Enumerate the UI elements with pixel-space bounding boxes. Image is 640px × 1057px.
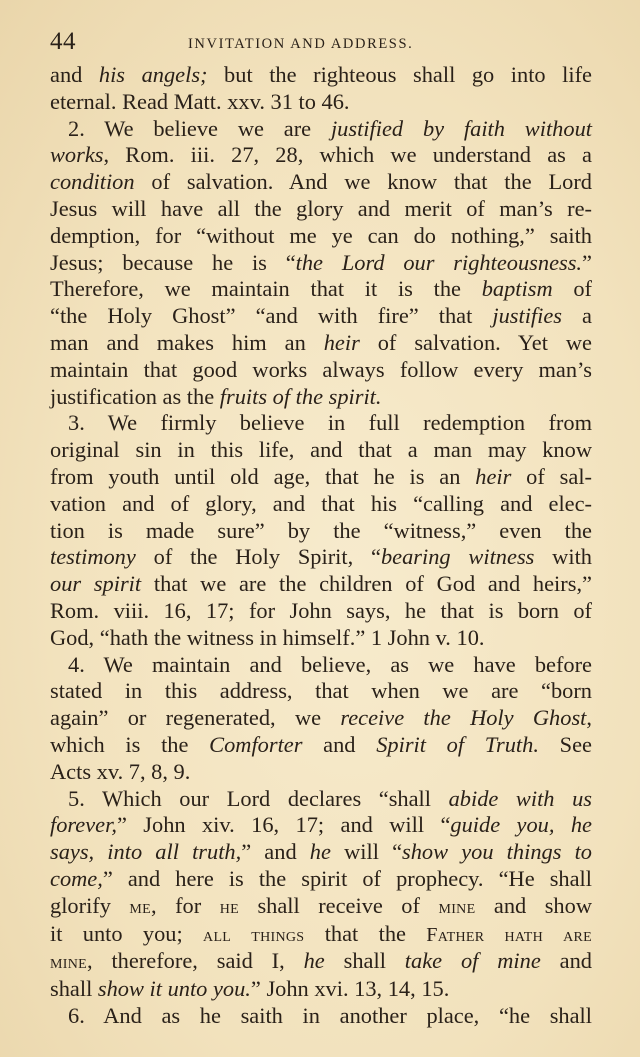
text-segment: Jesus will have all the glory and merit of man’s re- <box>50 195 592 221</box>
text-line <box>50 142 592 169</box>
page-header <box>50 22 592 62</box>
italic-text: our spirit <box>50 571 142 597</box>
italic-text: come, <box>50 865 103 891</box>
text-line <box>50 976 592 1003</box>
italic-text: works <box>50 142 104 168</box>
italic-text: justifies <box>492 303 563 329</box>
text-segment: , therefore, said I, <box>86 948 304 974</box>
small-caps-text: mine <box>438 895 476 918</box>
text-segment: which is the <box>50 731 210 757</box>
text-line <box>50 330 592 357</box>
text-segment: man and makes him an <box>50 329 324 355</box>
text-line <box>50 464 592 491</box>
italic-text: heir <box>475 463 512 489</box>
text-segment: of salvation. And we know that the Lord <box>134 169 592 195</box>
text-line <box>50 652 592 679</box>
text-segment: of the Holy Spirit, “ <box>135 544 381 570</box>
text-line <box>50 384 592 411</box>
text-segment: will “ <box>330 839 403 865</box>
text-segment: that we are the children of God and heirs,” <box>141 571 592 597</box>
text-line <box>50 786 592 813</box>
italic-text: forever, <box>50 812 117 838</box>
text-segment: of <box>552 276 593 302</box>
text-line <box>50 116 592 143</box>
text-segment: 4. We maintain and believe, as we have before <box>68 651 592 677</box>
text-segment: eternal. Read Matt. xxv. 31 to 46. <box>50 88 350 114</box>
text-line <box>50 948 592 976</box>
text-line <box>50 276 592 303</box>
text-segment: glorify <box>50 892 130 918</box>
text-segment: and <box>50 62 99 87</box>
text-line <box>50 866 592 893</box>
body-text <box>50 62 592 1030</box>
text-line <box>50 303 592 330</box>
text-segment: a <box>562 303 592 329</box>
text-segment: shall <box>50 976 98 1002</box>
text-line <box>50 357 592 384</box>
text-segment: vation and of glory, and that his “calling and elec- <box>50 490 592 516</box>
italic-text: baptism <box>481 276 553 302</box>
text-line <box>50 678 592 705</box>
italic-text: receive the Holy Ghost <box>340 705 587 731</box>
text-segment: shall <box>324 948 405 974</box>
text-line <box>50 625 592 652</box>
text-line <box>50 812 592 839</box>
italic-text: says, into all truth, <box>50 839 242 865</box>
text-line <box>50 196 592 223</box>
small-caps-text: me <box>129 895 152 918</box>
text-segment: from youth until old age, that he is an <box>50 463 476 489</box>
small-caps-text: he <box>219 895 239 918</box>
text-line <box>50 491 592 518</box>
text-segment: , <box>586 705 592 731</box>
text-segment: original sin in this life, and that a man may know <box>50 437 592 463</box>
text-segment: and <box>540 948 592 974</box>
text-segment: See <box>538 731 592 757</box>
italic-text: Comforter <box>209 731 303 757</box>
text-segment: ” John xiv. 16, 17; and will “ <box>116 812 451 838</box>
text-segment: , for <box>151 892 220 918</box>
italic-text: he <box>303 948 325 974</box>
italic-text: abide with us <box>448 785 593 811</box>
text-line <box>50 518 592 545</box>
text-segment: justification as the <box>50 383 220 409</box>
text-segment: Therefore, we maintain that it is the <box>50 276 482 302</box>
text-line <box>50 169 592 196</box>
text-segment: with <box>534 544 592 570</box>
text-segment: 3. We firmly believe in full redemption from <box>68 410 592 436</box>
italic-text: testimony <box>50 544 136 570</box>
text-line <box>50 705 592 732</box>
text-segment: ” John xvi. 13, 14, 15. <box>250 976 450 1002</box>
text-segment: Jesus; because he is “ <box>50 249 296 275</box>
text-line <box>50 437 592 464</box>
text-line <box>50 598 592 625</box>
text-segment: of salvation. Yet we <box>359 329 592 355</box>
text-line <box>50 223 592 250</box>
small-caps-text: all things <box>203 923 305 946</box>
italic-text: his angels; <box>98 62 208 87</box>
text-segment: Rom. viii. 16, 17; for John says, he that is born of <box>50 597 592 623</box>
text-line <box>50 250 592 277</box>
small-caps-text: Father hath are <box>426 923 592 946</box>
text-segment: ” and here is the spirit of prophecy. “He shall <box>102 865 592 891</box>
text-line <box>50 921 592 949</box>
text-segment: shall receive of <box>238 892 439 918</box>
text-line <box>50 1003 592 1030</box>
text-segment: 2. We believe we are <box>68 115 331 141</box>
text-line <box>50 571 592 598</box>
text-segment: that the <box>304 920 427 946</box>
text-segment: 5. Which our Lord declares “shall <box>68 785 449 811</box>
text-line <box>50 62 592 89</box>
italic-text: the Lord our righteousness. <box>295 249 583 275</box>
text-line <box>50 410 592 437</box>
text-segment: maintain that good works always follow every man’s <box>50 356 592 382</box>
text-segment: God, “hath the witness in himself.” 1 John v. 10. <box>50 624 485 650</box>
text-line <box>50 544 592 571</box>
text-line <box>50 839 592 866</box>
italic-text: guide you, he <box>450 812 592 838</box>
text-segment: and <box>302 731 377 757</box>
text-segment: ” and <box>241 839 310 865</box>
text-segment: again” or regenerated, we <box>50 705 341 731</box>
page-number: 44 <box>50 28 76 55</box>
italic-text: justified by faith without <box>330 115 592 141</box>
italic-text: fruits of the spirit. <box>219 383 382 409</box>
text-segment: but the righteous shall go into life <box>207 62 592 87</box>
italic-text: heir <box>323 329 360 355</box>
text-line <box>50 732 592 759</box>
book-page <box>50 22 592 1030</box>
text-segment: stated in this address, that when we are “born <box>50 678 592 704</box>
text-segment: , Rom. iii. 27, 28, which we understand as a <box>103 142 592 168</box>
running-head: INVITATION AND ADDRESS. <box>188 36 414 52</box>
small-caps-text: mine <box>50 951 87 974</box>
text-segment: 6. And as he saith in another place, “he shall <box>68 1002 592 1028</box>
text-segment: of sal- <box>511 463 592 489</box>
text-segment: demption, for “without me ye can do nothing,” saith <box>50 222 592 248</box>
text-segment: tion is made sure” by the “witness,” even the <box>50 517 592 543</box>
italic-text: bearing witness <box>380 544 535 570</box>
italic-text: show you things to <box>402 839 592 865</box>
text-line <box>50 89 592 116</box>
text-line <box>50 893 592 921</box>
italic-text: take of mine <box>404 948 541 974</box>
italic-text: he <box>309 839 331 865</box>
italic-text: Spirit of Truth. <box>376 731 539 757</box>
text-segment: Acts xv. 7, 8, 9. <box>50 758 191 784</box>
text-segment: “the Holy Ghost” “and with fire” that <box>50 303 493 329</box>
text-segment: it unto you; <box>50 920 204 946</box>
text-segment: and show <box>475 892 592 918</box>
text-segment: ” <box>582 249 592 275</box>
text-line <box>50 759 592 786</box>
italic-text: condition <box>50 169 135 195</box>
italic-text: show it unto you. <box>97 976 251 1002</box>
